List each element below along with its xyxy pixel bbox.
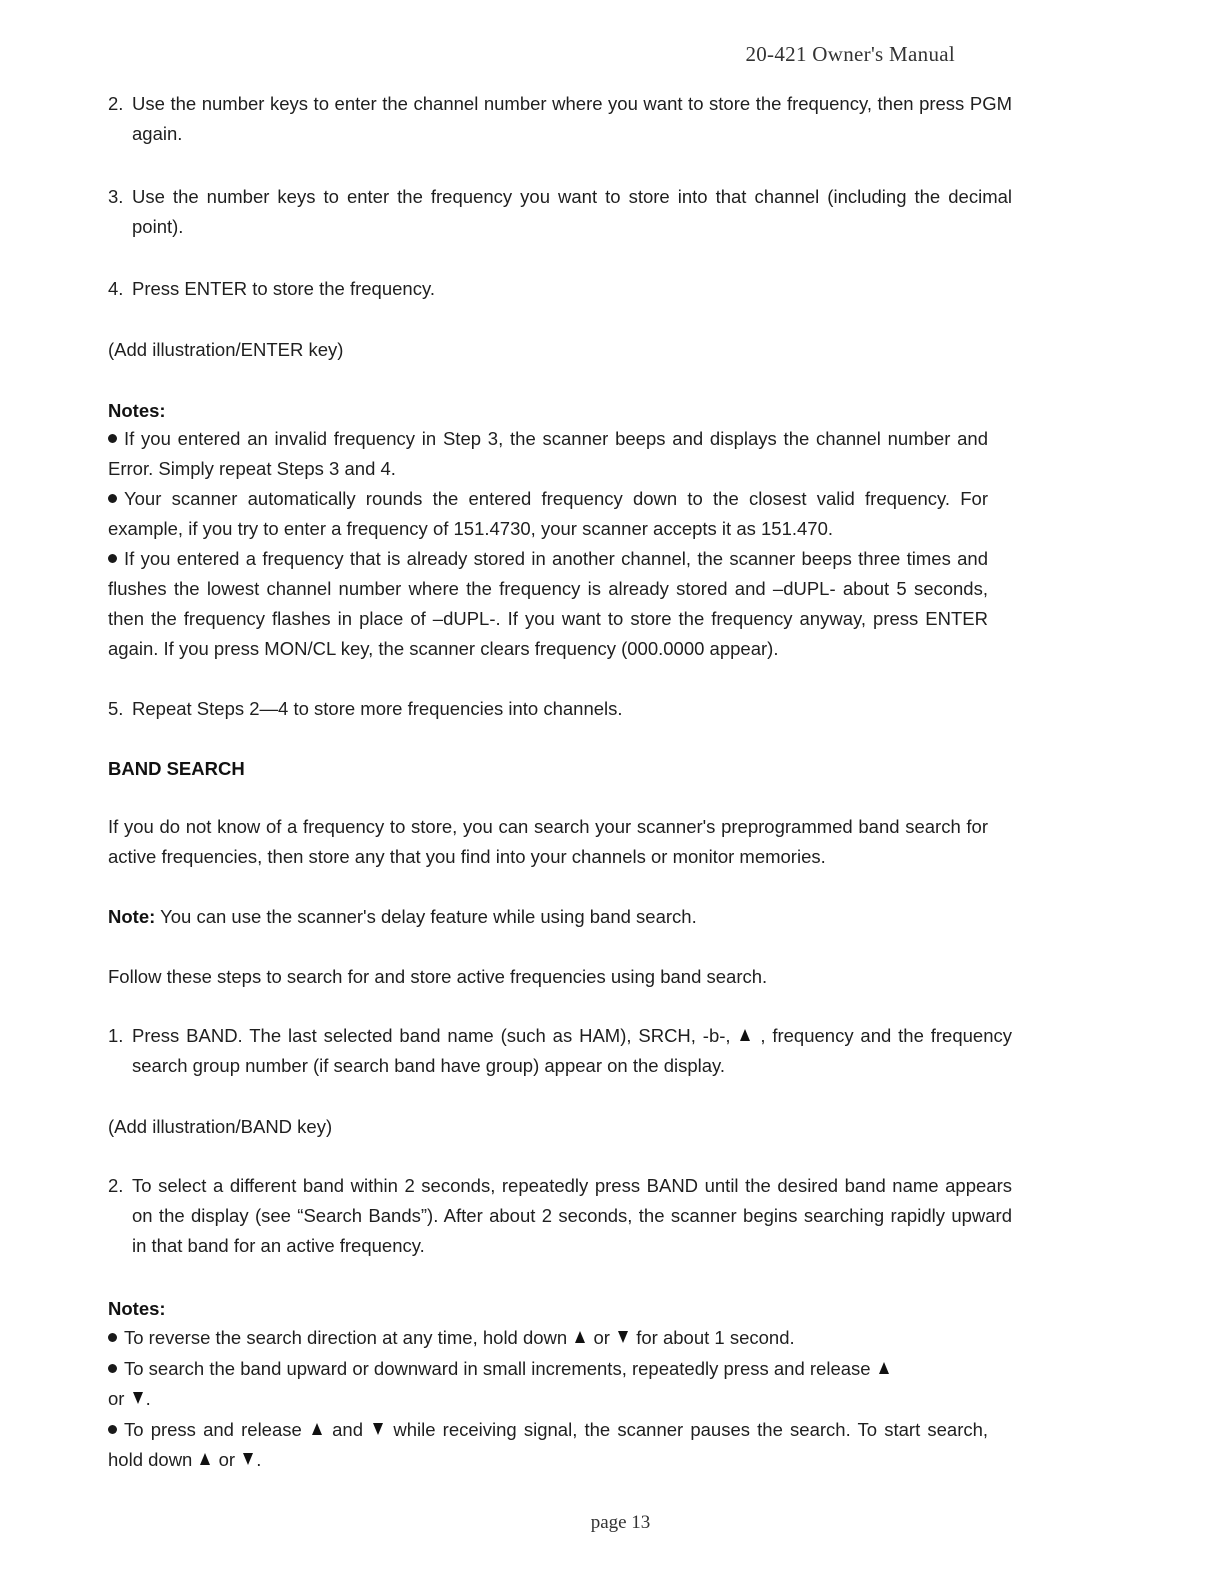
page-header: 20-421 Owner's Manual [745,42,955,66]
page-number: page 13 [590,1512,651,1533]
note-text: To reverse the search direction at any time, hold down [124,1327,568,1348]
note-text: . [145,1388,151,1409]
note-paragraph [108,902,988,932]
note-text: and [332,1419,364,1440]
note-item [108,1354,988,1414]
step-number: 1. [108,1025,124,1046]
bullet-icon [108,434,117,443]
step-text: Press BAND. The last selected band name (such as HAM), SRCH, -b-, [132,1025,731,1046]
section-title: BAND SEARCH [108,758,245,779]
step-text: To select a different band within 2 seconds, repeatedly press BAND until the desired band name appears on the display (see “Search Bands”). After about 2 seconds, the scanner begins searching rapidly upward in that band for an active frequency. [132,1175,1012,1256]
note-item [108,1323,988,1353]
note-text: To press and release [124,1419,302,1440]
note-text: To search the band upward or downward in small increments, repeatedly press and release [124,1358,871,1379]
up-arrow-icon [575,1331,585,1343]
step-text: Use the number keys to enter the frequency you want to store into that channel (including the decimal point). [132,186,1012,237]
bullet-icon [108,1364,117,1373]
band-step-1 [108,1021,1012,1081]
down-arrow-icon [618,1331,628,1343]
step-number: 2. [108,93,124,114]
notes-heading: Notes: [108,1298,166,1319]
step-number: 5. [108,698,124,719]
bullet-icon [108,1425,117,1434]
step-3 [108,182,1012,242]
up-arrow-icon [740,1029,750,1041]
down-arrow-icon [133,1392,143,1404]
note-item [108,424,988,484]
step-5 [108,694,1012,724]
up-arrow-icon [312,1423,322,1435]
step-text: Press ENTER to store the frequency. [132,278,435,299]
bullet-icon [108,1333,117,1342]
note-text: while receiving signal, the scanner pauses the search. To start search, hold down [108,1419,989,1470]
follow-paragraph: Follow these steps to search for and store active frequencies using band search. [108,966,768,987]
note-text: for about 1 second. [636,1327,795,1348]
note-text: or [593,1327,610,1348]
illustration-placeholder-band: (Add illustration/BAND key) [108,1116,333,1137]
note-text: You can use the scanner's delay feature while using band search. [160,906,697,927]
bullet-icon [108,554,117,563]
note-text: or [218,1449,236,1470]
note-text: Your scanner automatically rounds the entered frequency down to the closest valid frequency. For example, if you try to enter a frequency of 151.4730, your scanner accepts it as 151.470. [108,488,988,539]
step-4 [108,274,1012,304]
note-text: . [256,1449,262,1470]
up-arrow-icon [879,1362,889,1374]
intro-paragraph: If you do not know of a frequency to store, you can search your scanner's preprogrammed band search for active frequencies, then store any that you find into your channels or monitor memories. [108,816,988,867]
bullet-icon [108,494,117,503]
down-arrow-icon [243,1453,253,1465]
step-text: Use the number keys to enter the channel number where you want to store the frequency, then press PGM again. [132,93,1012,144]
step-number: 3. [108,186,124,207]
note-text: If you entered an invalid frequency in Step 3, the scanner beeps and displays the channel number and Error. Simply repeat Steps 3 and 4. [108,428,988,479]
step-number: 4. [108,278,124,299]
band-step-2 [108,1171,1012,1261]
up-arrow-icon [200,1453,210,1465]
note-text: or [108,1388,125,1409]
step-2 [108,89,1012,149]
step-text: , frequency and the frequency search group number (if search band have group) appear on the display. [132,1025,1013,1076]
note-label: Note: [108,906,156,927]
note-item [108,484,988,544]
step-text: Repeat Steps 2—4 to store more frequencies into channels. [132,698,623,719]
note-text: If you entered a frequency that is already stored in another channel, the scanner beeps three times and flushes the lowest channel number where the frequency is already stored and –dUPL- about 5 seconds, then the frequency flashes in place of –dUPL-. If you want to store the frequency anyway, press ENTER again. If you press MON/CL key, the scanner clears frequency (000.0000 appear). [108,548,988,659]
down-arrow-icon [373,1423,383,1435]
notes-heading: Notes: [108,400,166,421]
illustration-placeholder-enter: (Add illustration/ENTER key) [108,339,344,360]
note-item [108,1415,988,1475]
note-item [108,544,988,664]
step-number: 2. [108,1175,124,1196]
